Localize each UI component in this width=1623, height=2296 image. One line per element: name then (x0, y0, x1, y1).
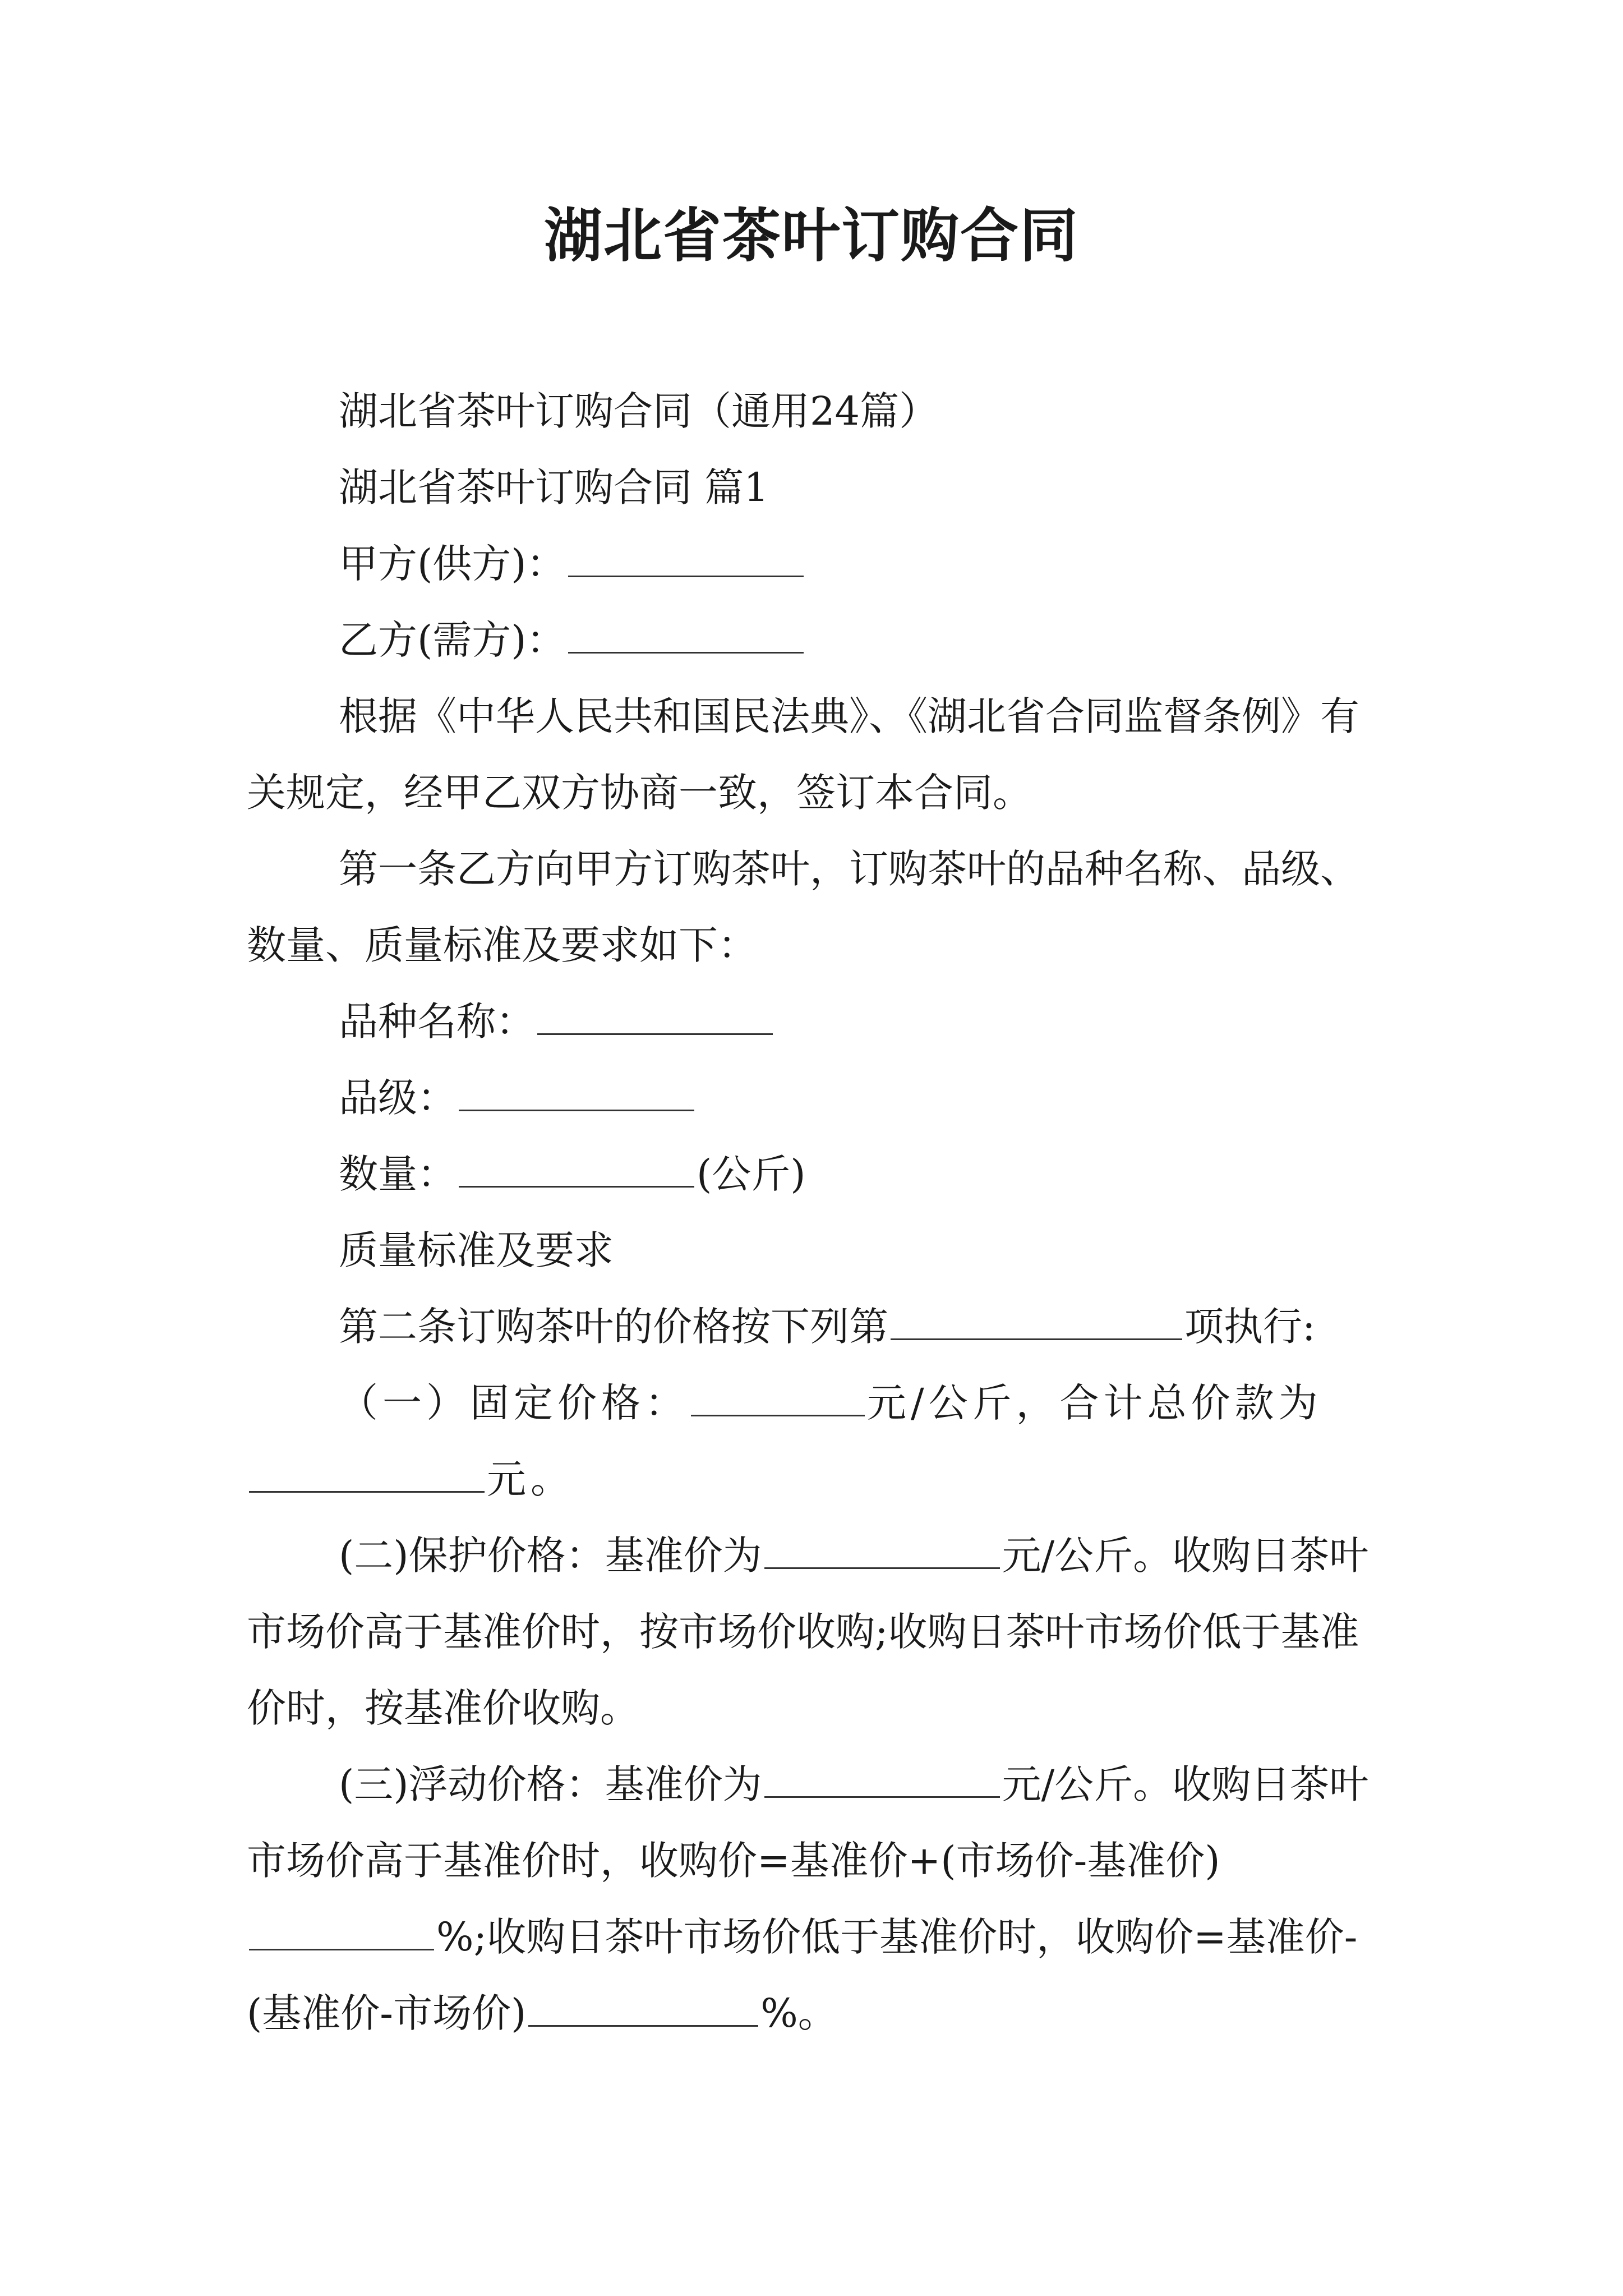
article-1-text: 第一条乙方向甲方订购茶叶，订购茶叶的品种名称、品级、数量、质量标准及要求如下： (247, 846, 1359, 968)
floating-price-paragraph (247, 1746, 1396, 2051)
party-a-blank[interactable] (568, 541, 804, 577)
fixed-price-unit-text: 元/公斤，合计总价款为 (867, 1380, 1322, 1426)
party-a-line (247, 526, 1396, 602)
section-heading (247, 449, 1396, 526)
grade-label: 品级： (339, 1075, 457, 1121)
section-heading-text: 湖北省茶叶订购合同 篇1 (339, 464, 769, 510)
party-a-label: 甲方(供方)： (339, 541, 566, 587)
fixed-price-blank[interactable] (691, 1380, 865, 1416)
article-2-text-after: 项执行: (1184, 1304, 1316, 1350)
party-b-line (247, 602, 1396, 678)
quantity-unit: (公斤) (697, 1151, 806, 1197)
fixed-price-end-text: 元。 (487, 1456, 574, 1502)
subtitle-text: 湖北省茶叶订购合同（通用24篇） (339, 388, 939, 434)
article-1-paragraph (247, 831, 1396, 983)
fixed-price-paragraph (247, 1365, 1396, 1517)
protective-price-paragraph (247, 1517, 1396, 1746)
subtitle (247, 373, 1396, 449)
article-2-line (247, 1289, 1396, 1365)
variety-blank[interactable] (537, 999, 773, 1035)
floating-price-label: (三)浮动价格：基准价为 (339, 1761, 762, 1807)
article-2-text-before: 第二条订购茶叶的价格按下列第 (339, 1304, 888, 1350)
grade-blank[interactable] (459, 1075, 694, 1111)
floating-price-end-text: %。 (760, 1990, 837, 2036)
floating-base-price-blank[interactable] (764, 1761, 1000, 1798)
total-price-blank[interactable] (249, 1456, 485, 1493)
document-title: 湖北省茶叶订购合同 (543, 201, 1079, 270)
floating-price-text-1: 元/公斤。收购日茶叶市场价高于基准价时，收购价=基准价+(市场价-基准价) (247, 1761, 1369, 1884)
party-b-label: 乙方(需方)： (339, 617, 566, 663)
quantity-label: 数量： (339, 1151, 457, 1197)
quality-line (247, 1212, 1396, 1289)
protective-base-price-blank[interactable] (764, 1533, 1000, 1569)
grade-line (247, 1060, 1396, 1136)
quality-label: 质量标准及要求 (339, 1227, 614, 1273)
fixed-price-label: （一）固定价格： (339, 1380, 689, 1426)
protective-price-label: (二)保护价格：基准价为 (339, 1533, 762, 1579)
floating-down-percent-blank[interactable] (528, 1990, 758, 2027)
basis-text: 根据《中华人民共和国民法典》、《湖北省合同监督条例》有关规定，经甲乙双方协商一致，签订本合同。 (247, 693, 1359, 816)
floating-price-text-2: %;收购日茶叶市场价低于基准价时，收购价=基准价-(基准价-市场价) (247, 1914, 1358, 2036)
basis-paragraph (247, 678, 1396, 831)
quantity-blank[interactable] (459, 1151, 694, 1188)
party-b-blank[interactable] (568, 617, 804, 654)
variety-line (247, 983, 1396, 1060)
quantity-line (247, 1136, 1396, 1212)
article-2-blank[interactable] (891, 1304, 1182, 1340)
floating-up-percent-blank[interactable] (249, 1914, 434, 1950)
variety-label: 品种名称： (339, 999, 535, 1045)
protective-price-text: 元/公斤。收购日茶叶市场价高于基准价时，按市场价收购;收购日茶叶市场价低于基准价时，按基准价收购。 (247, 1533, 1369, 1731)
document-body (247, 373, 1396, 2051)
